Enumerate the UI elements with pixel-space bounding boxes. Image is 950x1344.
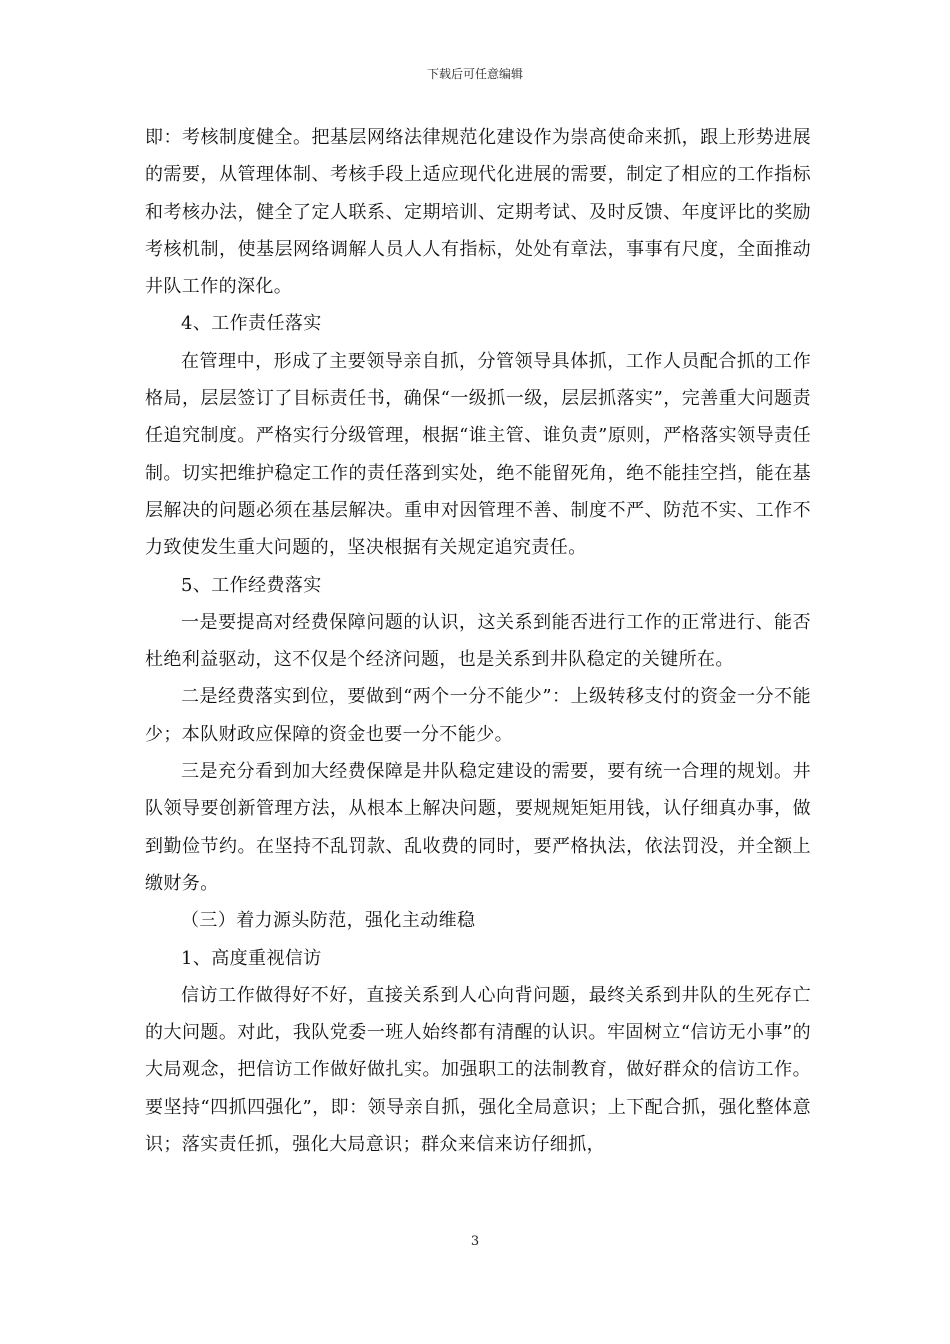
section-heading: （三）着力源头防范，强化主动维稳: [181, 910, 476, 932]
section-heading: 1、高度重视信访: [181, 947, 322, 969]
paragraph-continued: 即：考核制度健全。把基层网络法律规范化建设作为崇高使命来抓，跟上形势进展的需要，从管理体制、考核手段上适应现代化进展的需要，制定了相应的工作指标和考核办法，健全了定人联系、定期培训、定期考试、及时反馈、年度评比的奖励考核机制，使基层网络调解人员人人有指标，处处有章法，事事有尺度，全面推动井队工作的深化。: [145, 127, 811, 298]
paragraph: 一是要提高对经费保障问题的认识，这关系到能否进行工作的正常进行、能否杜绝利益驱动，这不仅是个经济问题，也是关系到井队稳定的关键所在。: [145, 611, 811, 671]
document-body: [145, 119, 811, 1163]
section-heading: 4、工作责任落实: [181, 313, 322, 335]
paragraph: 三是充分看到加大经费保障是井队稳定建设的需要，要有统一合理的规划。井队领导要创新管理方法，从根本上解决问题，要规规矩矩用钱，认仔细真办事，做到勤俭节约。在坚持不乱罚款、乱收费的同时，要严格执法，依法罚没，并全额上缴财务。: [145, 761, 811, 894]
page-number: 3: [470, 1234, 480, 1249]
paragraph: 信访工作做得好不好，直接关系到人心向背问题，最终关系到井队的生死存亡的大问题。对此，我队党委一班人始终都有清醒的认识。牢固树立“信访无小事”的大局观念，把信访工作做好做扎实。加强职工的法制教育，做好群众的信访工作。要坚持“四抓四强化”，即：领导亲自抓，强化全局意识；上下配合抓，强化整体意识；落实责任抓，强化大局意识；群众来信来访仔细抓，: [145, 984, 811, 1156]
section-heading: 5、工作经费落实: [181, 574, 322, 596]
paragraph: 二是经费落实到位，要做到“两个一分不能少”：上级转移支付的资金一分不能少；本队财政应保障的资金也要一分不能少。: [145, 686, 811, 745]
page-header: 下载后可任意编辑: [426, 67, 523, 81]
paragraph: 在管理中，形成了主要领导亲自抓，分管领导具体抓，工作人员配合抓的工作格局，层层签订了目标责任书，确保“一级抓一级，层层抓落实”，完善重大问题责任追究制度。严格实行分级管理，根据“谁主管、谁负责”原则，严格落实领导责任制。切实把维护稳定工作的责任落到实处，绝不能留死角，绝不能挂空挡，能在基层解决的问题必须在基层解决。重申对因管理不善、制度不严、防范不实、工作不力致使发生重大问题的，坚决根据有关规定追究责任。: [145, 350, 811, 559]
